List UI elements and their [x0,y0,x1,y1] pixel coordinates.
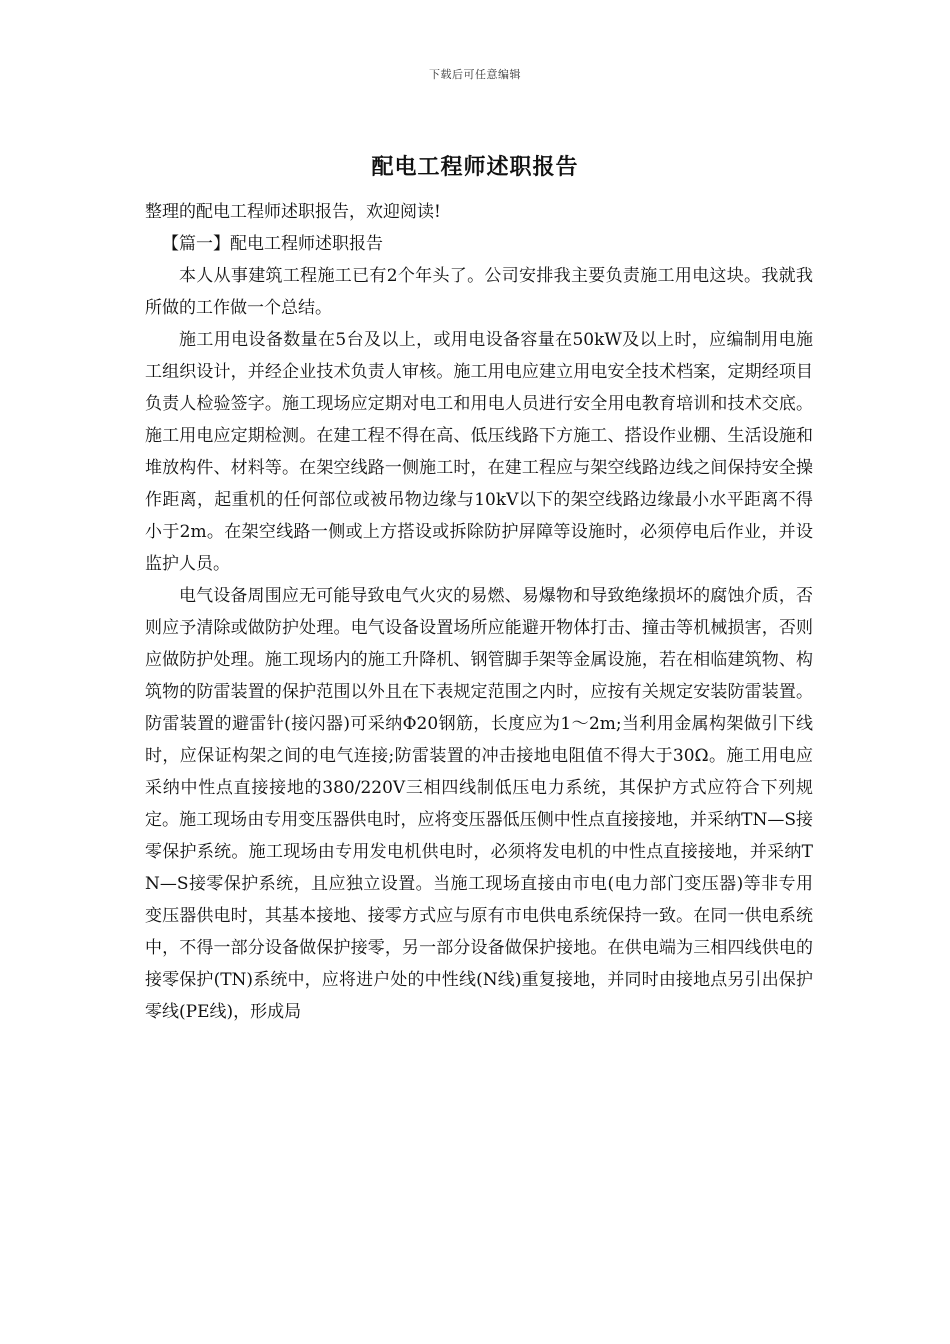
document-body [145,196,813,1028]
header-note: 下载后可任意编辑 [429,68,521,81]
intro-paragraph: 整理的配电工程师述职报告，欢迎阅读! [145,202,441,222]
body-paragraph-3: 电气设备周围应无可能导致电气火灾的易燃、易爆物和导致绝缘损坏的腐蚀介质，否则应予清除或做防护处理。电气设备设置场所应能避开物体打击、撞击等机械损害，否则应做防护处理。施工现场内的施工升降机、钢管脚手架等金属设施，若在相临建筑物、构筑物的防雷装置的保护范围以外且在下表规定范围之内时，应按有关规定安装防雷装置。防雷装置的避雷针(接闪器)可采纳Φ20钢筋，长度应为1～2m;当利用金属构架做引下线时，应保证构架之间的电气连接;防雷装置的冲击接地电阻值不得大于30Ω。施工用电应采纳中性点直接接地的380/220V三相四线制低压电力系统，其保护方式应符合下列规定。施工现场由专用变压器供电时，应将变压器低压侧中性点直接接地，并采纳TN—S接零保护系统。施工现场由专用发电机供电时，必须将发电机的中性点直接接地，并采纳TN—S接零保护系统，且应独立设置。当施工现场直接由市电(电力部门变压器)等非专用变压器供电时，其基本接地、接零方式应与原有市电供电系统保持一致。在同一供电系统中，不得一部分设备做保护接零，另一部分设备做保护接地。在供电端为三相四线供电的接零保护(TN)系统中，应将进户处的中性线(N线)重复接地，并同时由接地点另引出保护零线(PE线)，形成局 [145,586,813,1022]
document-title: 配电工程师述职报告 [371,154,579,180]
section-heading: 【篇一】配电工程师述职报告 [162,234,383,254]
body-paragraph-1: 本人从事建筑工程施工已有2个年头了。公司安排我主要负责施工用电这块。我就我所做的工作做一个总结。 [145,266,813,318]
body-paragraph-2: 施工用电设备数量在5台及以上，或用电设备容量在50kW及以上时，应编制用电施工组织设计，并经企业技术负责人审核。施工用电应建立用电安全技术档案，定期经项目负责人检验签字。施工现场应定期对电工和用电人员进行安全用电教育培训和技术交底。施工用电应定期检测。在建工程不得在高、低压线路下方施工、搭设作业棚、生活设施和堆放构件、材料等。在架空线路一侧施工时，在建工程应与架空线路边线之间保持安全操作距离，起重机的任何部位或被吊物边缘与10kV以下的架空线路边缘最小水平距离不得小于2m。在架空线路一侧或上方搭设或拆除防护屏障等设施时，必须停电后作业，并设监护人员。 [145,330,813,574]
